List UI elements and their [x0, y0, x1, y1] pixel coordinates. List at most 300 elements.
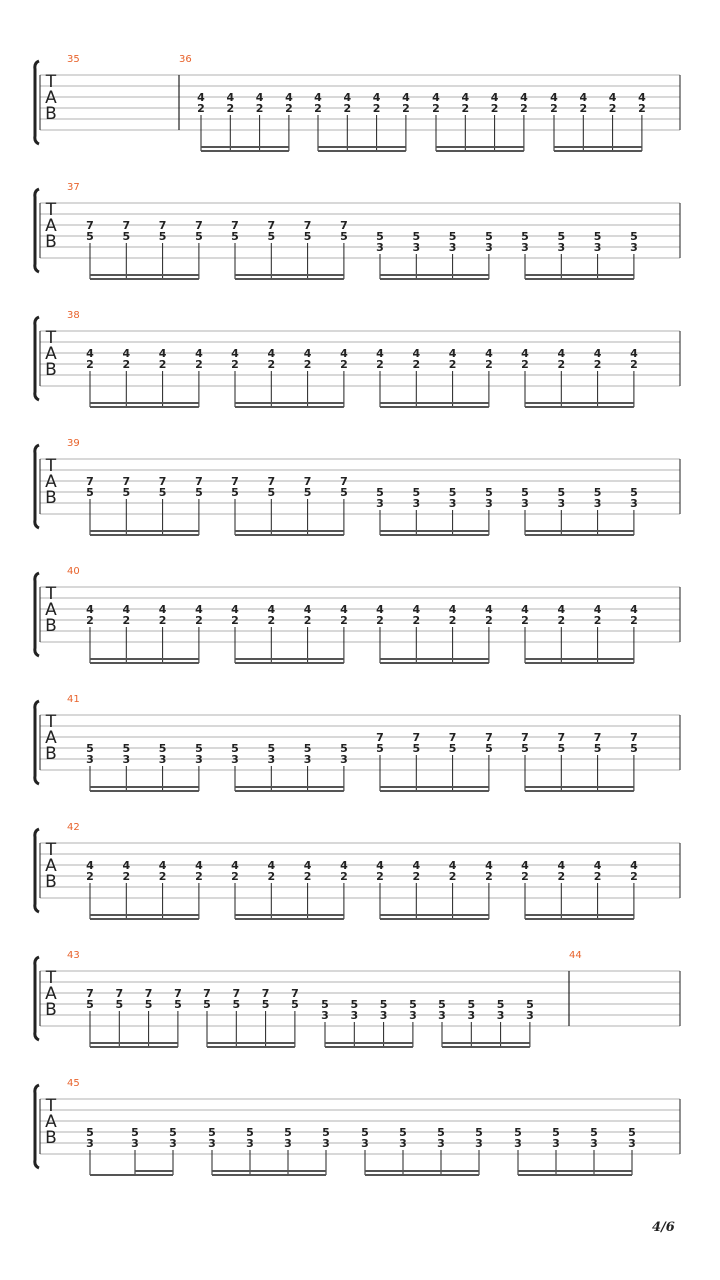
tab-clef-letter: T — [45, 456, 57, 476]
fret-number: 4 — [340, 859, 348, 872]
fret-number: 4 — [86, 603, 94, 616]
fret-number: 3 — [376, 497, 384, 510]
tab-clef-letter: T — [45, 1096, 57, 1116]
tab-clef-letter: T — [45, 712, 57, 732]
bar-number: 44 — [569, 950, 582, 961]
fret-number: 2 — [343, 102, 352, 115]
fret-number: 5 — [267, 486, 276, 499]
fret-number: 2 — [521, 614, 529, 627]
fret-number: 5 — [412, 486, 421, 499]
fret-number: 4 — [86, 859, 94, 872]
fret-number: 2 — [593, 870, 602, 883]
fret-number: 3 — [169, 1137, 177, 1150]
fret-number: 3 — [557, 497, 566, 510]
fret-number: 7 — [144, 987, 153, 1000]
fret-number: 3 — [590, 1137, 598, 1150]
fret-number: 5 — [593, 486, 602, 499]
fret-number: 2 — [521, 870, 529, 883]
fret-number: 2 — [579, 102, 588, 115]
fret-number: 4 — [255, 91, 264, 104]
fret-number: 5 — [231, 486, 239, 499]
fret-number: 4 — [448, 859, 457, 872]
page-number: 4/6 — [652, 1220, 675, 1235]
fret-number: 7 — [86, 987, 94, 1000]
system-bracket — [35, 573, 39, 656]
tab-system — [35, 438, 680, 535]
fret-number: 4 — [432, 91, 440, 104]
fret-number: 5 — [412, 742, 421, 755]
fret-number: 5 — [593, 230, 602, 243]
fret-number: 2 — [485, 614, 493, 627]
fret-number: 4 — [86, 347, 94, 360]
fret-number: 2 — [122, 358, 131, 371]
fret-number: 3 — [496, 1009, 505, 1022]
fret-number: 2 — [231, 614, 239, 627]
tab-clef-letter: T — [45, 968, 57, 988]
fret-number: 2 — [303, 614, 312, 627]
tab-clef-letter: B — [45, 1128, 57, 1148]
fret-number: 7 — [521, 731, 529, 744]
fret-number: 5 — [467, 998, 476, 1011]
fret-number: 4 — [376, 347, 384, 360]
fret-number: 2 — [340, 870, 348, 883]
fret-number: 4 — [485, 603, 493, 616]
fret-number: 3 — [448, 241, 457, 254]
fret-number: 3 — [412, 241, 421, 254]
tab-clef-letter: B — [45, 744, 57, 764]
fret-number: 5 — [557, 486, 566, 499]
fret-number: 5 — [376, 230, 384, 243]
tab-clef-letter: A — [45, 600, 57, 620]
fret-number: 7 — [158, 475, 167, 488]
fret-number: 7 — [340, 475, 348, 488]
fret-number: 2 — [557, 870, 566, 883]
fret-number: 5 — [526, 998, 534, 1011]
fret-number: 3 — [284, 1137, 292, 1150]
bar-number: 39 — [67, 438, 80, 449]
fret-number: 5 — [437, 1126, 445, 1139]
fret-number: 2 — [86, 358, 94, 371]
fret-number: 5 — [521, 486, 529, 499]
fret-number: 2 — [340, 614, 348, 627]
fret-number: 2 — [267, 614, 276, 627]
fret-number: 5 — [144, 998, 153, 1011]
fret-number: 7 — [485, 731, 493, 744]
fret-number: 5 — [521, 230, 529, 243]
fret-number: 2 — [255, 102, 264, 115]
fret-number: 3 — [526, 1009, 534, 1022]
fret-number: 4 — [630, 347, 638, 360]
fret-number: 4 — [579, 91, 588, 104]
fret-number: 5 — [379, 998, 388, 1011]
fret-number: 3 — [475, 1137, 483, 1150]
fret-number: 4 — [197, 91, 205, 104]
fret-number: 7 — [174, 987, 182, 1000]
fret-number: 4 — [122, 859, 131, 872]
fret-number: 5 — [514, 1126, 522, 1139]
fret-number: 4 — [303, 859, 312, 872]
fret-number: 5 — [195, 742, 203, 755]
fret-number: 2 — [231, 870, 239, 883]
fret-number: 7 — [115, 987, 124, 1000]
fret-number: 2 — [376, 614, 384, 627]
fret-number: 5 — [485, 486, 493, 499]
fret-number: 5 — [448, 230, 457, 243]
fret-number: 5 — [321, 998, 329, 1011]
fret-number: 4 — [303, 347, 312, 360]
fret-number: 5 — [86, 1126, 94, 1139]
fret-number: 4 — [557, 603, 566, 616]
fret-number: 2 — [630, 614, 638, 627]
fret-number: 4 — [593, 347, 602, 360]
tab-clef-letter: B — [45, 1000, 57, 1020]
fret-number: 2 — [122, 614, 131, 627]
fret-number: 4 — [485, 859, 493, 872]
fret-number: 2 — [197, 102, 205, 115]
fret-number: 5 — [557, 742, 566, 755]
fret-number: 2 — [448, 870, 457, 883]
bar-number: 42 — [67, 822, 80, 833]
tab-system — [35, 694, 680, 791]
fret-number: 5 — [496, 998, 505, 1011]
fret-number: 4 — [412, 347, 421, 360]
fret-number: 3 — [399, 1137, 407, 1150]
fret-number: 7 — [291, 987, 299, 1000]
fret-number: 5 — [122, 742, 131, 755]
fret-number: 2 — [432, 102, 440, 115]
fret-number: 2 — [608, 102, 617, 115]
fret-number: 3 — [122, 753, 131, 766]
fret-number: 4 — [593, 603, 602, 616]
bar-number: 38 — [67, 310, 80, 321]
tab-clef-letter: A — [45, 728, 57, 748]
fret-number: 4 — [122, 347, 131, 360]
fret-number: 4 — [267, 859, 276, 872]
fret-number: 4 — [550, 91, 558, 104]
fret-number: 4 — [521, 859, 529, 872]
fret-number: 4 — [340, 603, 348, 616]
fret-number: 3 — [448, 497, 457, 510]
fret-number: 4 — [520, 91, 528, 104]
fret-number: 4 — [638, 91, 646, 104]
tab-system — [35, 182, 680, 279]
fret-number: 4 — [448, 347, 457, 360]
fret-number: 7 — [557, 731, 566, 744]
fret-number: 5 — [630, 230, 638, 243]
fret-number: 2 — [448, 614, 457, 627]
fret-number: 5 — [340, 230, 348, 243]
system-bracket — [35, 957, 39, 1040]
fret-number: 2 — [550, 102, 558, 115]
fret-number: 4 — [195, 603, 203, 616]
fret-number: 2 — [86, 870, 94, 883]
fret-number: 4 — [372, 91, 381, 104]
fret-number: 7 — [593, 731, 602, 744]
bar-number: 43 — [67, 950, 80, 961]
fret-number: 7 — [86, 219, 94, 232]
fret-number: 4 — [158, 859, 167, 872]
fret-number: 2 — [521, 358, 529, 371]
fret-number: 5 — [122, 486, 131, 499]
fret-number: 5 — [399, 1126, 407, 1139]
fret-number: 3 — [321, 1009, 329, 1022]
fret-number: 2 — [490, 102, 499, 115]
fret-number: 5 — [361, 1126, 369, 1139]
fret-number: 4 — [608, 91, 617, 104]
tab-clef-letter: T — [45, 328, 57, 348]
fret-number: 3 — [303, 753, 312, 766]
system-bracket — [35, 701, 39, 784]
system-bracket — [35, 445, 39, 528]
fret-number: 5 — [267, 230, 276, 243]
fret-number: 2 — [314, 102, 322, 115]
fret-number: 3 — [485, 497, 493, 510]
fret-number: 5 — [131, 1126, 139, 1139]
fret-number: 5 — [261, 998, 270, 1011]
fret-number: 5 — [246, 1126, 254, 1139]
fret-number: 5 — [448, 486, 457, 499]
fret-number: 4 — [376, 859, 384, 872]
tab-clef-letter: B — [45, 488, 57, 508]
fret-number: 7 — [231, 219, 239, 232]
fret-number: 5 — [195, 230, 203, 243]
fret-number: 3 — [267, 753, 276, 766]
fret-number: 5 — [303, 486, 312, 499]
bar-number: 45 — [67, 1078, 80, 1089]
fret-number: 7 — [412, 731, 421, 744]
fret-number: 4 — [490, 91, 499, 104]
fret-number: 2 — [285, 102, 293, 115]
fret-number: 3 — [231, 753, 239, 766]
fret-number: 5 — [284, 1126, 292, 1139]
fret-number: 7 — [158, 219, 167, 232]
fret-number: 5 — [340, 742, 348, 755]
fret-number: 3 — [322, 1137, 330, 1150]
system-bracket — [35, 829, 39, 912]
fret-number: 4 — [557, 347, 566, 360]
fret-number: 3 — [376, 241, 384, 254]
fret-number: 5 — [231, 230, 239, 243]
fret-number: 5 — [628, 1126, 636, 1139]
fret-number: 5 — [552, 1126, 560, 1139]
tab-clef-letter: B — [45, 872, 57, 892]
fret-number: 7 — [86, 475, 94, 488]
fret-number: 3 — [379, 1009, 388, 1022]
system-bracket — [35, 61, 39, 144]
fret-number: 7 — [340, 219, 348, 232]
fret-number: 7 — [232, 987, 241, 1000]
fret-number: 2 — [412, 614, 421, 627]
bar-number: 36 — [179, 54, 192, 65]
fret-number: 5 — [231, 742, 239, 755]
fret-number: 2 — [372, 102, 381, 115]
fret-number: 5 — [590, 1126, 598, 1139]
fret-number: 4 — [231, 603, 239, 616]
fret-number: 2 — [520, 102, 528, 115]
fret-number: 4 — [158, 603, 167, 616]
tab-clef-letter: B — [45, 104, 57, 124]
fret-number: 2 — [195, 358, 203, 371]
fret-number: 3 — [467, 1009, 476, 1022]
fret-number: 3 — [521, 241, 529, 254]
fret-number: 4 — [448, 603, 457, 616]
fret-number: 4 — [226, 91, 235, 104]
tab-clef-letter: A — [45, 344, 57, 364]
fret-number: 4 — [630, 603, 638, 616]
fret-number: 3 — [208, 1137, 216, 1150]
tab-system — [35, 1078, 680, 1175]
fret-number: 4 — [376, 603, 384, 616]
fret-number: 3 — [158, 753, 167, 766]
fret-number: 5 — [485, 230, 493, 243]
fret-number: 3 — [521, 497, 529, 510]
tab-clef-letter: A — [45, 216, 57, 236]
fret-number: 4 — [412, 859, 421, 872]
fret-number: 5 — [86, 742, 94, 755]
fret-number: 2 — [86, 614, 94, 627]
fret-number: 7 — [630, 731, 638, 744]
fret-number: 2 — [195, 614, 203, 627]
fret-number: 3 — [485, 241, 493, 254]
fret-number: 2 — [412, 870, 421, 883]
fret-number: 3 — [246, 1137, 254, 1150]
tab-clef-letter: T — [45, 200, 57, 220]
fret-number: 5 — [376, 742, 384, 755]
fret-number: 4 — [412, 603, 421, 616]
fret-number: 5 — [409, 998, 417, 1011]
fret-number: 5 — [475, 1126, 483, 1139]
fret-number: 4 — [285, 91, 293, 104]
fret-number: 2 — [485, 870, 493, 883]
fret-number: 4 — [461, 91, 470, 104]
fret-number: 4 — [521, 347, 529, 360]
fret-number: 2 — [402, 102, 410, 115]
fret-number: 7 — [261, 987, 270, 1000]
fret-number: 2 — [122, 870, 131, 883]
fret-number: 5 — [438, 998, 446, 1011]
fret-number: 5 — [322, 1126, 330, 1139]
fret-number: 5 — [412, 230, 421, 243]
tab-clef-letter: T — [45, 840, 57, 860]
fret-number: 7 — [231, 475, 239, 488]
fret-number: 2 — [593, 358, 602, 371]
fret-number: 4 — [593, 859, 602, 872]
tab-clef-letter: A — [45, 472, 57, 492]
fret-number: 5 — [158, 486, 167, 499]
tab-clef-letter: T — [45, 72, 57, 92]
tab-clef-letter: A — [45, 88, 57, 108]
fret-number: 2 — [376, 870, 384, 883]
tab-clef-letter: A — [45, 984, 57, 1004]
fret-number: 3 — [628, 1137, 636, 1150]
tab-clef-letter: B — [45, 360, 57, 380]
tab-system — [35, 950, 680, 1047]
tab-system — [35, 822, 680, 919]
fret-number: 5 — [593, 742, 602, 755]
fret-number: 5 — [86, 486, 94, 499]
fret-number: 5 — [169, 1126, 177, 1139]
fret-number: 3 — [557, 241, 566, 254]
fret-number: 5 — [521, 742, 529, 755]
bar-number: 37 — [67, 182, 80, 193]
fret-number: 2 — [158, 614, 167, 627]
fret-number: 3 — [86, 1137, 94, 1150]
fret-number: 4 — [231, 347, 239, 360]
fret-number: 2 — [638, 102, 646, 115]
tab-clef-letter: B — [45, 232, 57, 252]
fret-number: 7 — [122, 475, 131, 488]
fret-number: 2 — [630, 870, 638, 883]
fret-number: 7 — [303, 219, 312, 232]
bar-number: 41 — [67, 694, 80, 705]
fret-number: 2 — [557, 358, 566, 371]
fret-number: 3 — [593, 497, 602, 510]
fret-number: 4 — [231, 859, 239, 872]
fret-number: 5 — [557, 230, 566, 243]
fret-number: 5 — [208, 1126, 216, 1139]
fret-number: 5 — [303, 230, 312, 243]
system-bracket — [35, 189, 39, 272]
fret-number: 3 — [86, 753, 94, 766]
tab-clef-letter: T — [45, 584, 57, 604]
fret-number: 4 — [314, 91, 322, 104]
fret-number: 2 — [448, 358, 457, 371]
fret-number: 3 — [630, 497, 638, 510]
fret-number: 2 — [557, 614, 566, 627]
fret-number: 2 — [231, 358, 239, 371]
fret-number: 4 — [195, 347, 203, 360]
system-bracket — [35, 317, 39, 400]
fret-number: 7 — [376, 731, 384, 744]
fret-number: 2 — [485, 358, 493, 371]
fret-number: 4 — [340, 347, 348, 360]
fret-number: 4 — [521, 603, 529, 616]
fret-number: 4 — [485, 347, 493, 360]
fret-number: 7 — [195, 219, 203, 232]
fret-number: 7 — [267, 219, 276, 232]
fret-number: 3 — [437, 1137, 445, 1150]
fret-number: 5 — [86, 230, 94, 243]
fret-number: 7 — [267, 475, 276, 488]
fret-number: 5 — [448, 742, 457, 755]
fret-number: 2 — [376, 358, 384, 371]
fret-number: 5 — [350, 998, 359, 1011]
fret-number: 4 — [343, 91, 352, 104]
fret-number: 3 — [361, 1137, 369, 1150]
fret-number: 2 — [593, 614, 602, 627]
fret-number: 4 — [122, 603, 131, 616]
fret-number: 7 — [203, 987, 211, 1000]
fret-number: 2 — [303, 358, 312, 371]
fret-number: 5 — [232, 998, 241, 1011]
fret-number: 4 — [402, 91, 410, 104]
system-bracket — [35, 1085, 39, 1168]
fret-number: 5 — [174, 998, 182, 1011]
tab-system — [35, 310, 680, 407]
bar-number: 35 — [67, 54, 80, 65]
fret-number: 7 — [195, 475, 203, 488]
tab-clef-letter: A — [45, 1112, 57, 1132]
fret-number: 5 — [485, 742, 493, 755]
fret-number: 3 — [438, 1009, 446, 1022]
fret-number: 5 — [158, 230, 167, 243]
fret-number: 4 — [158, 347, 167, 360]
fret-number: 5 — [340, 486, 348, 499]
fret-number: 2 — [226, 102, 235, 115]
fret-number: 4 — [303, 603, 312, 616]
fret-number: 4 — [267, 603, 276, 616]
fret-number: 3 — [409, 1009, 417, 1022]
